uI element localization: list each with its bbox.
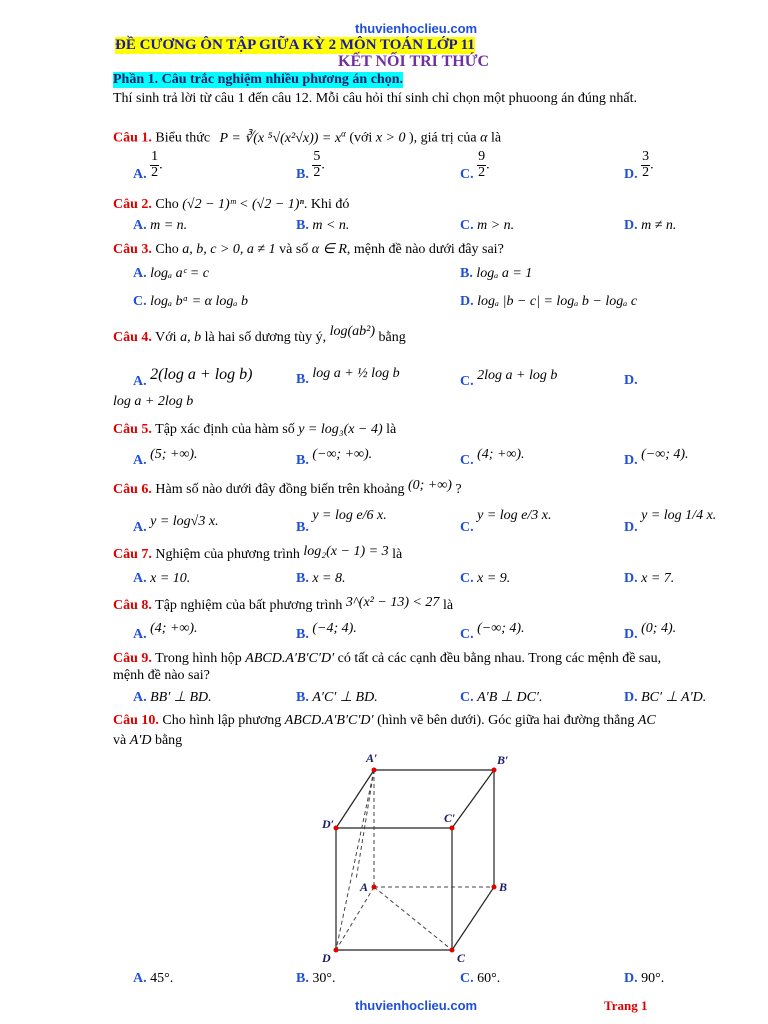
option-b[interactable]: B. x = 8.: [296, 571, 346, 586]
question-3: [113, 241, 504, 258]
vertex-label: A: [360, 880, 369, 894]
question-text: là: [386, 422, 397, 437]
option-c[interactable]: C. 60°.: [460, 971, 501, 986]
option-c[interactable]: C. x = 9.: [460, 571, 511, 586]
question-text: . Khi đó: [303, 197, 350, 212]
option-b[interactable]: B. y = log e/6 x.: [296, 508, 387, 535]
question-label: Câu 8.: [113, 598, 152, 613]
question-9: [113, 651, 661, 667]
option-a[interactable]: A. 2(log a + log b): [133, 366, 253, 389]
alpha-symbol: α: [480, 130, 488, 146]
vertex-label: B′: [497, 753, 509, 767]
math-variables: a, b: [180, 330, 202, 345]
option-d[interactable]: D. y = log 1/4 x.: [624, 508, 717, 535]
option-c[interactable]: C. (4; +∞).: [460, 447, 525, 468]
question-10: [113, 713, 656, 729]
option-c[interactable]: C. y = log e/3 x.: [460, 508, 552, 535]
question-text: là: [392, 547, 403, 562]
question-4: [113, 324, 406, 346]
option-d[interactable]: D. BC′ ⊥ A′D.: [624, 690, 707, 705]
cube-figure: [320, 748, 520, 970]
option-b[interactable]: B. m < n.: [296, 218, 350, 233]
question-2: [113, 197, 349, 213]
math-expression: AC: [637, 713, 656, 728]
question-label: Câu 5.: [113, 422, 152, 437]
question-text: Với: [155, 330, 177, 345]
option-a[interactable]: A. logₐ aᶜ = c: [133, 266, 209, 281]
math-expression: P = ∛(x $^5√(x^2√x)) = x^\alpha$: [219, 128, 346, 146]
option-d[interactable]: D. $\frac{3}{2}$ .: [624, 149, 654, 183]
question-text: Hàm số nào dưới đây đồng biến trên khoảng: [155, 482, 405, 497]
question-text: Tập nghiệm của bất phương trình: [155, 598, 343, 613]
question-text: Cho hình lập phương: [162, 713, 282, 728]
question-label: Câu 10.: [113, 713, 159, 728]
site-header[interactable]: thuvienhoclieu.com: [355, 21, 478, 36]
option-b[interactable]: B. A′C′ ⊥ BD.: [296, 690, 378, 705]
question-9-cont: mệnh đề nào sai?: [113, 668, 210, 683]
question-text: Trong hình hộp: [155, 651, 242, 666]
option-d[interactable]: D.: [624, 373, 638, 388]
option-a[interactable]: A. x = 10.: [133, 571, 191, 586]
math-expression: (√2 − 1)ᵐ < (√2 − 1)ⁿ: [182, 197, 304, 212]
option-c[interactable]: C. A′B ⊥ DC′.: [460, 690, 543, 705]
question-6: [113, 478, 462, 498]
option-b[interactable]: B. log a + ½ log b: [296, 366, 400, 387]
option-a[interactable]: A. m = n.: [133, 218, 188, 233]
math-expression: 3^(x² − 13) < 27: [345, 595, 440, 610]
question-text: và số: [279, 242, 309, 257]
question-label: Câu 3.: [113, 242, 152, 257]
option-a[interactable]: A. BB′ ⊥ BD.: [133, 690, 212, 705]
question-text: Nghiệm của phương trình: [155, 547, 300, 562]
math-expression: log(ab²): [329, 324, 376, 339]
math-expression: α ∈ R: [311, 242, 347, 257]
math-expression: ABCD.A′B′C′D′: [284, 713, 374, 728]
question-label: Câu 9.: [113, 651, 152, 666]
vertex-label: C: [457, 951, 466, 965]
vertex-label: D: [322, 951, 331, 965]
option-b[interactable]: B. $\frac{5}{2}$ .: [296, 149, 325, 183]
option-d[interactable]: D. (−∞; 4).: [624, 447, 689, 468]
condition: a, b, c > 0, a ≠ 1: [182, 242, 276, 257]
question-7: [113, 544, 403, 563]
option-c[interactable]: C. 2log a + log b: [460, 368, 558, 389]
question-label: Câu 6.: [113, 482, 152, 497]
question-10-cont: và A′D bằng: [113, 733, 183, 748]
option-b[interactable]: B. 30°.: [296, 971, 336, 986]
vertex-label: C′: [444, 811, 456, 825]
question-text: Cho: [155, 197, 179, 212]
question-text: (hình vẽ bên dưới). Góc giữa hai đường thẳng: [377, 713, 635, 728]
option-d[interactable]: D. logₐ |b − c| = logₐ b − logₐ c: [460, 294, 638, 309]
option-a[interactable]: A. (4; +∞).: [133, 621, 198, 642]
option-d-value: log a + 2log b: [113, 394, 194, 409]
question-text: Biểu thức: [155, 130, 211, 146]
document-title: ĐỀ CƯƠNG ÔN TẬP GIỮA KỲ 2 MÔN TOÁN LỚP 11: [115, 37, 475, 53]
question-1: [113, 128, 501, 147]
question-text: là: [442, 598, 454, 613]
vertex-label: A′: [366, 751, 378, 765]
question-5: [113, 422, 396, 438]
question-text: có tất cả các cạnh đều bằng nhau. Trong các mệnh đề sau,: [337, 651, 662, 666]
question-text: là hai số dương tùy ý,: [204, 330, 327, 345]
vertex-label: B: [499, 880, 508, 894]
math-expression: log₂(x − 1) = 3: [303, 544, 389, 559]
option-c[interactable]: C. m > n.: [460, 218, 515, 233]
question-text: bằng: [378, 330, 406, 345]
page-number: Trang 1: [604, 998, 648, 1013]
question-text: Cho: [155, 242, 179, 257]
option-d[interactable]: D. (0; 4).: [624, 621, 677, 642]
question-text: ?: [455, 482, 462, 497]
option-b[interactable]: B. (−4; 4).: [296, 621, 357, 642]
condition: x > 0: [375, 130, 406, 146]
question-label: Câu 7.: [113, 547, 152, 562]
option-a[interactable]: A. $\frac{1}{2}$ .: [133, 149, 163, 183]
question-label: Câu 4.: [113, 330, 152, 345]
option-d[interactable]: D. 90°.: [624, 971, 665, 986]
question-label: Câu 1.: [113, 130, 152, 146]
option-a[interactable]: A. (5; +∞).: [133, 447, 198, 468]
question-text: Tập xác định của hàm số: [155, 422, 295, 437]
option-b[interactable]: B. logₐ a = 1: [460, 266, 533, 281]
part1-heading: Phần 1. Câu trắc nghiệm nhiều phương án chọn.: [113, 72, 403, 87]
question-text: là: [490, 130, 502, 146]
option-a[interactable]: A. 45°.: [133, 971, 174, 986]
vertex-label: D′: [322, 817, 335, 831]
site-footer[interactable]: thuvienhoclieu.com: [355, 998, 478, 1013]
question-8: [113, 595, 454, 614]
math-expression: y = log₃(x − 4): [298, 422, 383, 437]
document-subtitle: KẾT NỐI TRI THỨC: [338, 53, 490, 70]
question-text: ), giá trị của: [408, 130, 477, 146]
option-c[interactable]: C. (−∞; 4).: [460, 621, 525, 642]
option-a[interactable]: A. y = log√3 x.: [133, 514, 219, 535]
option-d[interactable]: D. m ≠ n.: [624, 218, 677, 233]
option-c[interactable]: C. $\frac{9}{2}$ .: [460, 149, 490, 183]
question-text: , mệnh đề nào dưới đây sai?: [346, 242, 504, 257]
math-expression: (0; +∞): [407, 478, 452, 493]
option-d[interactable]: D. x = 7.: [624, 571, 675, 586]
question-text: (với: [349, 130, 373, 146]
math-expression: ABCD.A′B′C′D′: [245, 651, 335, 666]
part1-instruction: Thí sinh trả lời từ câu 1 đến câu 12. Mỗi câu hỏi thí sinh chỉ chọn một phuoong án đúng nhất.: [113, 91, 637, 106]
option-b[interactable]: B. (−∞; +∞).: [296, 447, 373, 468]
option-c[interactable]: C. logₐ bᵅ = α logₐ b: [133, 294, 248, 309]
question-label: Câu 2.: [113, 197, 152, 212]
